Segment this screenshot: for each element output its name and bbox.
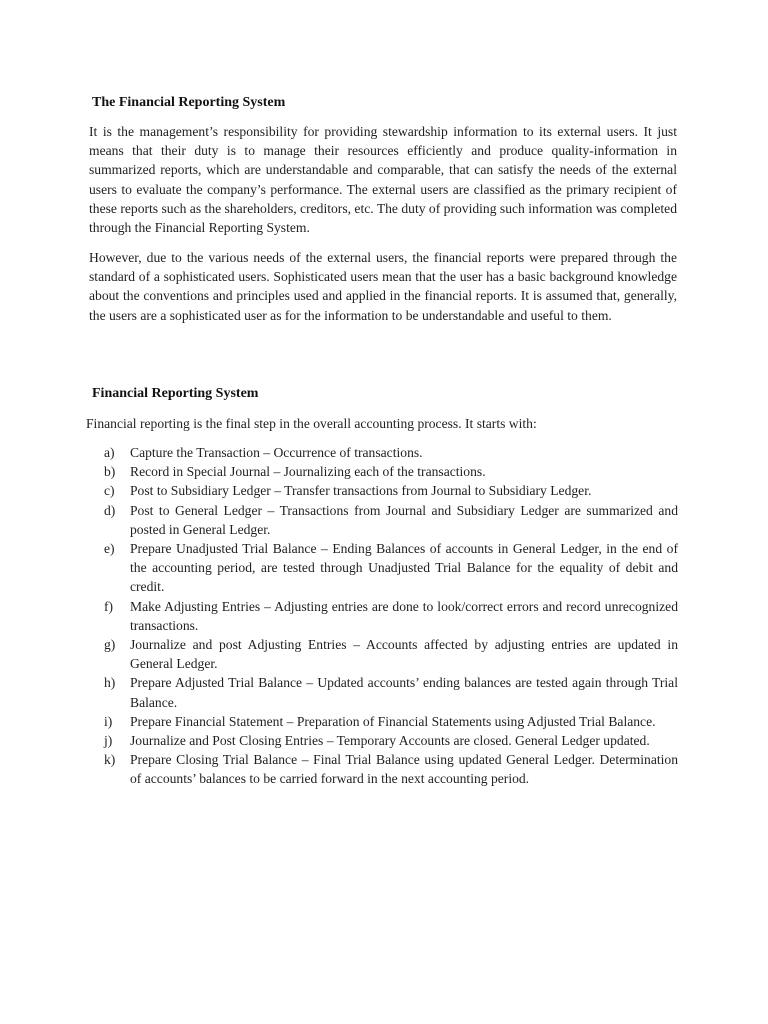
list-item [104, 712, 678, 731]
stewardship-paragraph: It is the management’s responsibility for providing stewardship information to its external users. It just means that their duty is to manage their resources efficiently and produce quality-information in summarized reports, which are understandable and comparable, that can satisfy the needs of the external users to evaluate the company’s performance. The external users are classified as the primary recipient of these reports such as the shareholders, creditors, etc. The duty of providing such information was completed through the Financial Reporting System. [89, 124, 677, 236]
list-item-text: Make Adjusting Entries – Adjusting entries are done to look/correct errors and record unrecognized transactions. [130, 598, 678, 633]
list-item [104, 673, 678, 711]
list-marker: e) [104, 541, 115, 557]
list-item-text: Prepare Adjusted Trial Balance – Updated accounts’ ending balances are tested again through Trial Balance. [130, 675, 678, 710]
list-item-text: Prepare Unadjusted Trial Balance – Ending Balances of accounts in General Ledger, in the end of the accounting period, are tested through Unadjusted Trial Balance for the equality of debit and credit. [130, 541, 678, 595]
accounting-steps-list [104, 443, 678, 789]
list-marker: a) [104, 445, 115, 460]
list-marker: b) [104, 464, 116, 480]
list-marker: i) [104, 713, 113, 729]
list-item [104, 481, 678, 500]
list-item [104, 731, 678, 750]
process-intro-paragraph: Financial reporting is the final step in the overall accounting process. It starts with: [86, 416, 537, 431]
list-marker: d) [104, 502, 116, 518]
list-item [104, 462, 678, 481]
list-marker: h) [104, 675, 116, 691]
list-item-text: Post to Subsidiary Ledger – Transfer transactions from Journal to Subsidiary Ledger. [130, 483, 592, 499]
list-item-text: Prepare Closing Trial Balance – Final Trial Balance using updated General Ledger. Determination of accounts’ balances to be carried forward in the next accounting period. [130, 752, 678, 787]
list-item-text: Journalize and Post Closing Entries – Temporary Accounts are closed. General Ledger updated. [130, 733, 650, 749]
list-marker: k) [104, 752, 116, 768]
list-item-text: Journalize and post Adjusting Entries – Accounts affected by adjusting entries are updated in General Ledger. [130, 637, 678, 672]
list-item [104, 635, 678, 673]
list-item [104, 539, 678, 597]
list-item-text: Capture the Transaction – Occurrence of transactions. [130, 445, 423, 460]
list-item [104, 501, 678, 539]
list-item [104, 597, 678, 635]
sophisticated-users-paragraph: However, due to the various needs of the external users, the financial reports were prepared through the standard of a sophisticated users. Sophisticated users mean that the user has a basic background knowledge about the conventions and principles used and applied in the financial reports. It is assumed that, generally, the users are a sophisticated user as for the information to be understandable and useful to them. [89, 250, 677, 323]
list-marker: j) [104, 733, 113, 749]
list-item [104, 443, 678, 462]
section-heading-financial-reporting-process: Financial Reporting System [92, 386, 259, 401]
section-heading-financial-reporting-system: The Financial Reporting System [92, 95, 286, 110]
list-item-text: Post to General Ledger – Transactions from Journal and Subsidiary Ledger are summarized and posted in General Ledger. [130, 502, 678, 537]
list-item-text: Record in Special Journal – Journalizing each of the transactions. [130, 464, 486, 480]
list-item-text: Prepare Financial Statement – Preparation of Financial Statements using Adjusted Trial Balance. [130, 713, 656, 729]
list-marker: c) [104, 483, 115, 499]
list-item [104, 750, 678, 788]
list-marker: g) [104, 637, 116, 653]
list-marker: f) [104, 598, 114, 614]
